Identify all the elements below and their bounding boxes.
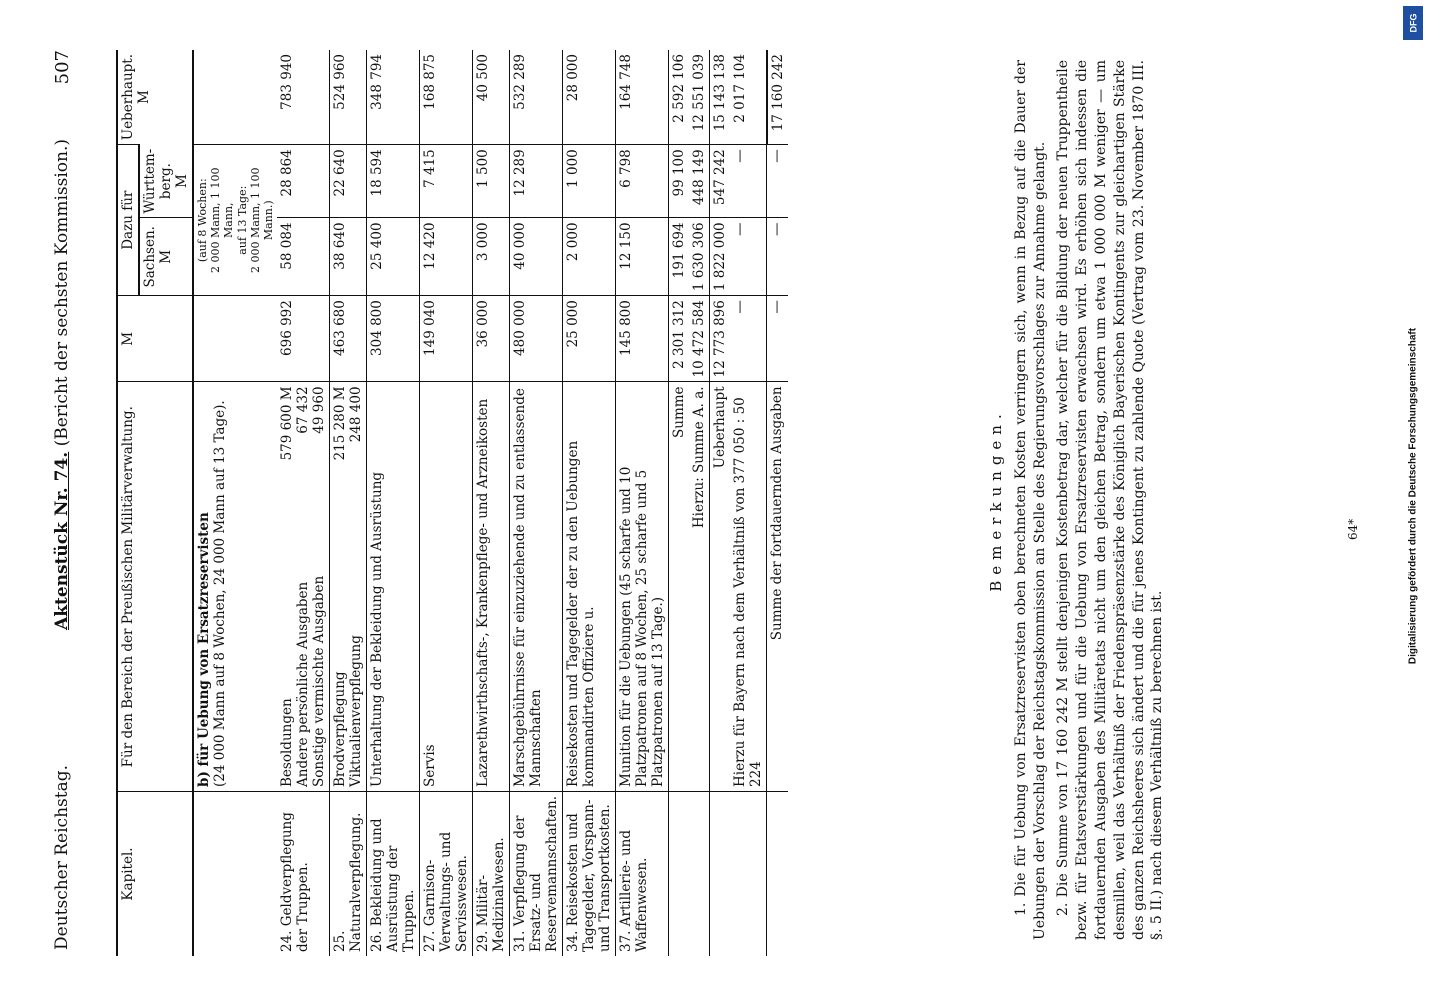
col-dazu: Dazu für [117, 145, 139, 296]
value-preussen: 696 992 [277, 296, 330, 382]
kapitel-24: 24. Geldverpflegung der Truppen. [277, 791, 330, 956]
sum-a-wuerttemberg: 448 149 [689, 145, 710, 218]
value-preussen: 149 040 [420, 296, 473, 382]
page-footer-mark: 64* [1346, 518, 1360, 540]
desc-25: Brodverpflegung 215 280 M Viktualienverpflegung 248 400 [330, 382, 367, 792]
total-wuerttemberg: 547 242 [710, 145, 731, 218]
col-preussen-unit: M [117, 296, 193, 382]
table-row [510, 50, 563, 956]
value-ueberhaupt: 524 960 [330, 50, 367, 145]
header-left: Deutscher Reichstag. [52, 765, 72, 950]
value-ueberhaupt: 532 289 [510, 50, 563, 145]
note-1: 1. Die für Uebung von Ersatzreservisten oben berechneten Kosten verringern sich, wenn in Bezug auf die Dauer der Uebungen der Vorschlag der Reichstagskommission an Stelle des Regierungsvorschlages zur Annahme gelangt. [1013, 60, 1049, 940]
value-preussen: 145 800 [616, 296, 669, 382]
value-sachsen: 38 640 [330, 218, 367, 296]
intro-note: (auf 8 Wochen: 2 000 Mann, 1 100 Mann, auf 13 Tage: 2 000 Mann, 1 100 Mann.) [193, 145, 277, 296]
desc-24: Besoldungen 579 600 M Andere persönliche Ausgaben 67 432 Sonstige vermischte Ausgaben 49 960 [277, 382, 330, 792]
total-label: Ueberhaupt [710, 382, 731, 792]
expense-table [116, 50, 788, 956]
col-ueberhaupt: Ueberhaupt. M [117, 50, 193, 145]
value-sachsen: 12 150 [616, 218, 669, 296]
table-row [473, 50, 510, 956]
desc-31: Marschgebührnisse für einzuziehende und zu entlassende Mannschaften [510, 382, 563, 792]
bayern-dash-preussen: — [730, 296, 767, 382]
value-wuerttemberg: 7 415 [420, 145, 473, 218]
bayern-row [730, 50, 767, 956]
intro-title: b) für Uebung von Ersatzreservisten [196, 512, 212, 787]
notes-section [986, 60, 1171, 940]
bayern-dash-sachsen: — [730, 218, 767, 296]
final-dash-wuerttemberg: — [767, 145, 788, 218]
total-ueberhaupt: 15 143 138 [710, 50, 731, 145]
kapitel-26: 26. Bekleidung und Ausrüstung der Truppen. [367, 791, 420, 956]
value-sachsen: 58 084 [277, 218, 330, 296]
document-page [46, 30, 1386, 970]
table-row [616, 50, 669, 956]
value-wuerttemberg: 1 500 [473, 145, 510, 218]
bayern-dash-wuerttemberg: — [730, 145, 767, 218]
value-ueberhaupt: 168 875 [420, 50, 473, 145]
desc-37: Munition für die Uebungen (45 scharfe und 10 Platzpatronen auf 8 Wochen, 25 scharfe und 5 Platzpatronen auf 13 Tage.) [616, 382, 669, 792]
sum-a-label: Hierzu: Summe A. a. [689, 382, 710, 792]
final-dash-sachsen: — [767, 218, 788, 296]
bayern-label: Hierzu für Bayern nach dem Verhältniß von 377 050 : 50 224 [730, 382, 767, 792]
sum-a-row [689, 50, 710, 956]
total-row [710, 50, 731, 956]
sum-a-sachsen: 1 630 306 [689, 218, 710, 296]
value-ueberhaupt: 348 794 [367, 50, 420, 145]
value-preussen: 304 800 [367, 296, 420, 382]
value-sachsen: 2 000 [563, 218, 616, 296]
value-sachsen: 40 000 [510, 218, 563, 296]
desc-26: Unterhaltung der Bekleidung und Ausrüstung [367, 382, 420, 792]
notes-title: Bemerkungen. [987, 408, 1005, 592]
table-row [277, 50, 330, 956]
value-ueberhaupt: 164 748 [618, 54, 635, 110]
kapitel-25: 25. Naturalverpflegung. [330, 791, 367, 956]
table-title: Für den Bereich der Preußischen Militärverwaltung. [117, 382, 193, 792]
final-ueberhaupt: 17 160 242 [767, 50, 788, 145]
sum-sachsen: 191 694 [669, 218, 690, 296]
value-wuerttemberg: 1 000 [563, 145, 616, 218]
value-sachsen: 25 400 [367, 218, 420, 296]
value-wuerttemberg: 22 640 [330, 145, 367, 218]
note-2: 2. Die Summe von 17 160 242 M stellt denjenigen Kostenbetrag dar, welcher für die Bildung der neuen Truppentheile bezw. für Etatsverstärkungen und für die Uebung von Ersatzreservisten erwachsen wird. Es erhöhen sich indessen die fortdauernden Ausgaben des Militäretats nicht um den gleichen Betrag, sondern um etwa 1 000 000 M weniger — um desmillen, weil das Verhältniß der Friedenspräsenzstärke des Königlich Bayerischen Kontingents zur gleichartigen Stärke des ganzen Reichsheeres sich ändert und die für jenes Kontingent zu zahlende Quote (Vertrag vom 23. November 1870 III. §. 5 II.) nach diesem Verhältniß zu berechnen ist. [1055, 60, 1166, 940]
value-preussen: 25 000 [563, 296, 616, 382]
sum-wuerttemberg: 99 100 [669, 145, 690, 218]
col-sachsen: Sachsen. M [139, 218, 193, 296]
value-ueberhaupt: 40 500 [473, 50, 510, 145]
dfg-sidebar [1400, 6, 1426, 986]
final-dash-preussen: — [767, 296, 788, 382]
intro-detail: (24 000 Mann auf 8 Wochen, 24 000 Mann auf 13 Tage). [212, 400, 228, 787]
sum-label: Summe [669, 382, 690, 792]
col-kapitel: Kapitel. [117, 791, 193, 956]
kapitel-37: 37. Artillerie- und Waffenwesen. [616, 791, 669, 956]
kapitel-29: 29. Militär-Medizinalwesen. [473, 791, 510, 956]
page-number: 507 [52, 50, 73, 85]
page-header [52, 50, 80, 950]
dfg-text: Digitalisierung gefördert durch die Deutsche Forschungsgemeinschaft [1407, 327, 1419, 665]
desc-27: Servis [420, 382, 473, 792]
value-preussen: 463 680 [330, 296, 367, 382]
value-wuerttemberg: 12 289 [510, 145, 563, 218]
table-row [367, 50, 420, 956]
header-doc-number: Aktenstück Nr. 74. [52, 451, 72, 630]
desc-34: Reisekosten und Tagegelder der zu den Uebungen kommandirten Offiziere u. [563, 382, 616, 792]
final-label: Summe der fortdauernden Ausgaben [767, 382, 788, 792]
table-row [563, 50, 616, 956]
kapitel-27: 27. Garnison-Verwaltungs- und Servisswesen. [420, 791, 473, 956]
value-preussen: 36 000 [473, 296, 510, 382]
sum-a-ueberhaupt: 12 551 039 [691, 54, 708, 132]
table-row [420, 50, 473, 956]
total-sachsen: 1 822 000 [710, 218, 731, 296]
table-row [193, 50, 277, 956]
sum-a-preussen: 10 472 584 [689, 296, 710, 382]
value-wuerttemberg: 6 798 [616, 145, 669, 218]
sum-row [669, 50, 690, 956]
table-row [330, 50, 367, 956]
kapitel-31: 31. Verpflegung der Ersatz- und Reservemannschaften. [510, 791, 563, 956]
value-ueberhaupt: 28 000 [563, 50, 616, 145]
desc-29: Lazarethwirthschafts-, Krankenpflege- und Arzneikosten [473, 382, 510, 792]
value-preussen: 480 000 [510, 296, 563, 382]
dfg-logo: DFG [1403, 6, 1423, 40]
kapitel-34: 34. Reisekosten und Tagegelder, Vorspann- und Transportkosten. [563, 791, 616, 956]
value-wuerttemberg: 28 864 [277, 145, 330, 218]
sum-preussen: 2 301 312 [669, 296, 690, 382]
total-preussen: 12 773 896 [710, 296, 731, 382]
final-row [767, 50, 788, 956]
sum-ueberhaupt: 2 592 106 [669, 50, 690, 145]
col-wuerttemberg: Württem-berg. M [139, 145, 193, 218]
value-ueberhaupt: 783 940 [277, 50, 330, 145]
value-sachsen: 3 000 [473, 218, 510, 296]
header-doc-title: (Bericht der sechsten Kommission.) [52, 138, 72, 447]
header-mid [52, 139, 72, 630]
value-wuerttemberg: 18 594 [367, 145, 420, 218]
value-sachsen: 12 420 [420, 218, 473, 296]
bayern-ueberhaupt: 2 017 104 [732, 54, 749, 123]
